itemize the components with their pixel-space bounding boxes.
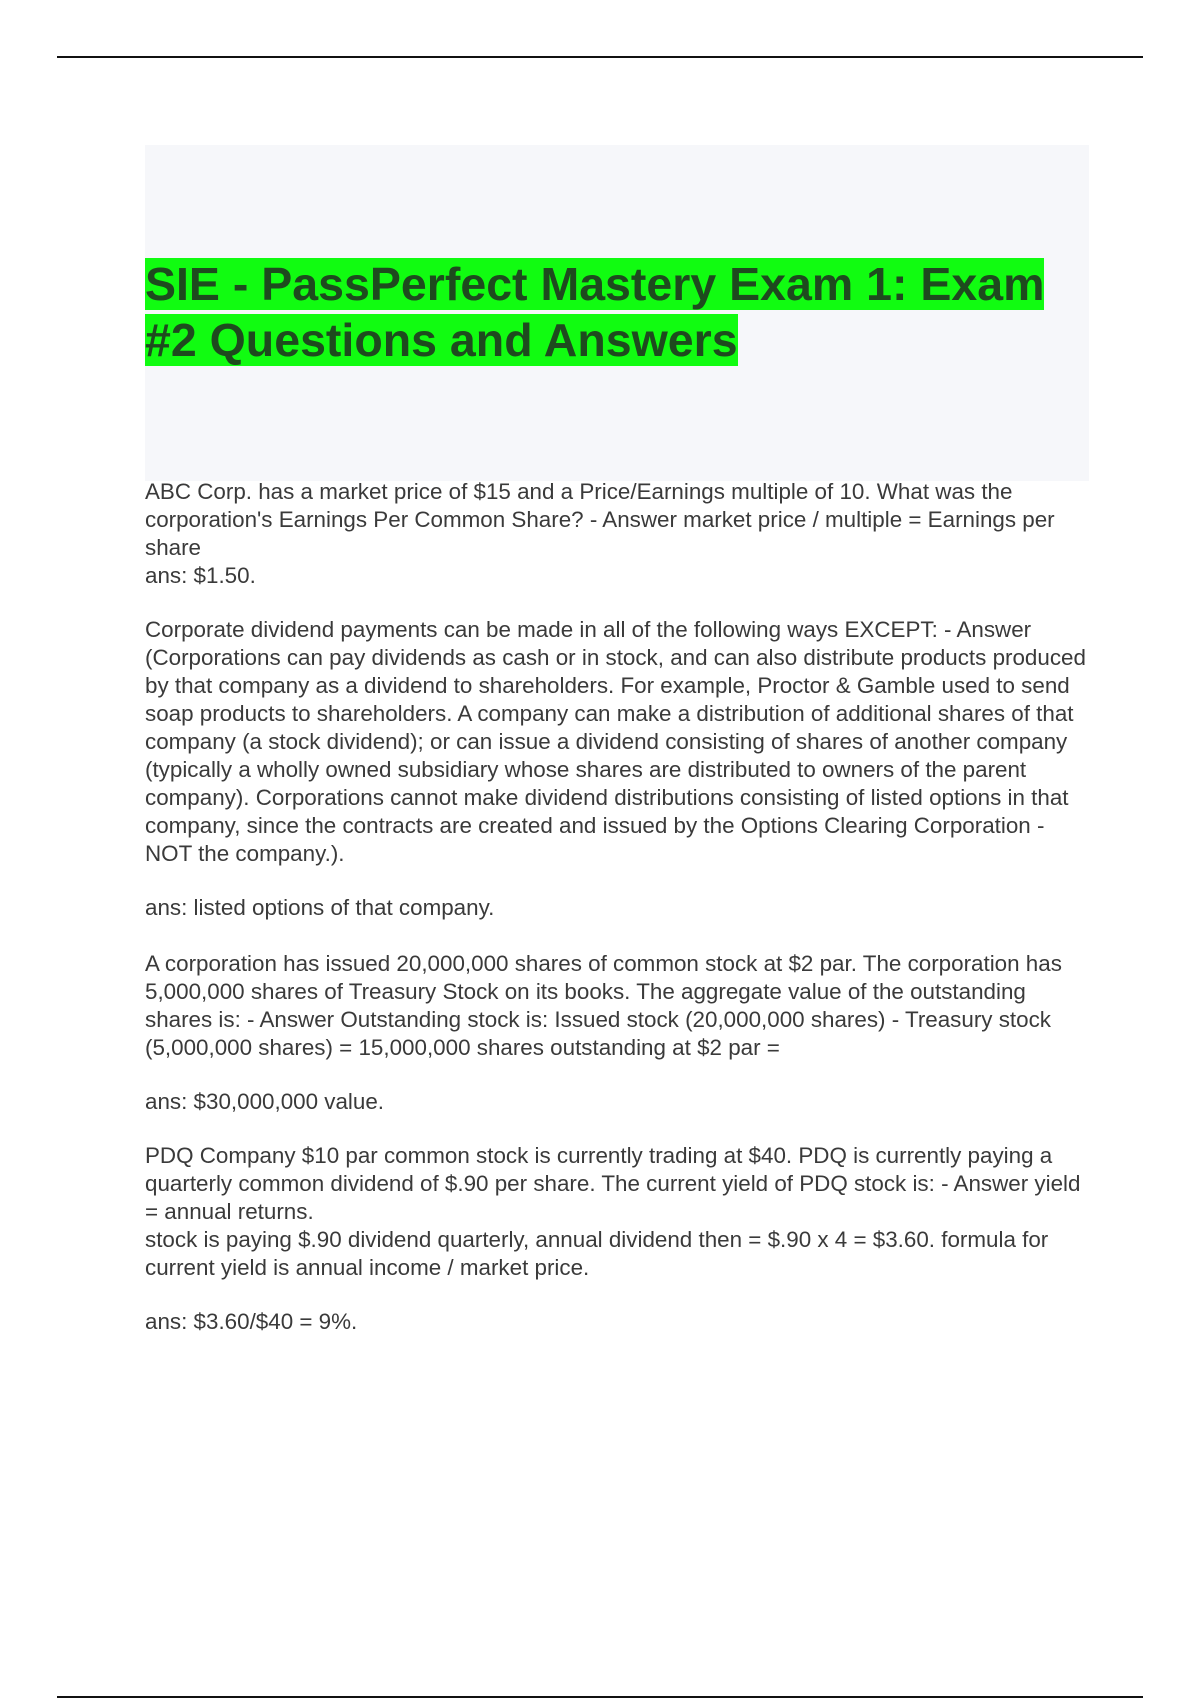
answer-text: ans: listed options of that company. <box>145 895 495 920</box>
qa-item-2 <box>145 616 1095 922</box>
explanation-text: stock is paying $.90 dividend quarterly, annual dividend then = $.90 x 4 = $3.60. formula for current yield is annual income / market price. <box>145 1227 1055 1280</box>
answer-text: ans: $30,000,000 value. <box>145 1089 385 1114</box>
qa-item-3 <box>145 950 1095 1116</box>
document-body <box>145 478 1095 1336</box>
question-text: A corporation has issued 20,000,000 shares of common stock at $2 par. The corporation has 5,000,000 shares of Treasury Stock on its books. The aggregate value of the outstanding shares is: - Answer Outstanding stock is: Issued stock (20,000,000 shares) - Treasury stock (5,000,000 shares) = 15,000,000 shares outstanding at $2 par = <box>145 951 1069 1060</box>
top-rule <box>57 56 1143 58</box>
title-block <box>145 256 1089 368</box>
title-line-2: #2 Questions and Answers <box>145 314 738 366</box>
bottom-rule <box>57 1696 1143 1698</box>
answer-text: ans: $1.50. <box>145 563 256 588</box>
title-line-1: SIE - PassPerfect Mastery Exam 1: Exam <box>145 258 1045 310</box>
question-text: ABC Corp. has a market price of $15 and a Price/Earnings multiple of 10. What was the corporation's Earnings Per Common Share? - Answer market price / multiple = Earnings per share <box>145 479 1061 560</box>
qa-item-1 <box>145 478 1095 590</box>
question-text: PDQ Company $10 par common stock is currently trading at $40. PDQ is currently paying a quarterly common dividend of $.90 per share. The current yield of PDQ stock is: - Answer yield = annual returns. <box>145 1143 1087 1224</box>
document-title <box>145 256 1089 368</box>
answer-text: ans: $3.60/$40 = 9%. <box>145 1309 358 1334</box>
question-text: Corporate dividend payments can be made in all of the following ways EXCEPT: - Answer (Corporations can pay dividends as cash or in stock, and can also distribute products produced by that company as a dividend to shareholders. For example, Proctor & Gamble used to send soap products to shareholders. A company can make a distribution of additional shares of that company (a stock dividend); or can issue a dividend consisting of shares of another company (typically a wholly owned subsidiary whose shares are distributed to owners of the parent company). Corporations cannot make dividend distributions consisting of listed options in that company, since the contracts are created and issued by the Options Clearing Corporation - NOT the company.). <box>145 617 1093 866</box>
qa-item-4 <box>145 1142 1095 1336</box>
